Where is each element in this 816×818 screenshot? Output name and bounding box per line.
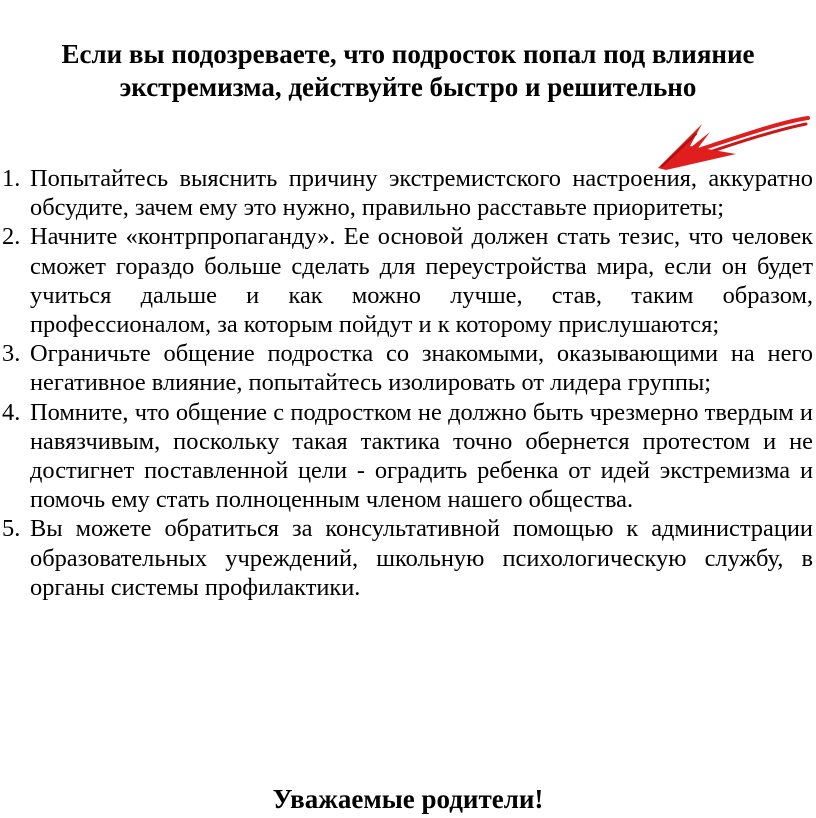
closing-heading: Уважаемые родители! — [272, 784, 544, 814]
page-title-line-2: экстремизма, действуйте быстро и решительно — [119, 72, 697, 102]
list-item — [0, 339, 816, 397]
list-item-number: 2. — [2, 223, 21, 251]
list-item — [0, 398, 816, 515]
list-item-text: Вы можете обратиться за консультативной помощью к администрации образовательных учреждений, школьную психологическую службу, в органы системы профилактики. — [30, 515, 813, 601]
recommendations-list — [0, 164, 816, 602]
list-item-text: Ограничьте общение подростка со знакомыми, оказывающими на него негативное влияние, попытайтесь изолировать от лидера группы; — [30, 340, 813, 397]
list-item — [0, 514, 816, 602]
page-title — [0, 38, 816, 104]
list-item — [0, 222, 816, 339]
list-item-number: 1. — [2, 165, 21, 192]
list-item-number: 4. — [2, 398, 21, 426]
list-item-text: Начните «контрпропаганду». Ее основой должен стать тезис, что человек сможет гораздо больше сделать для переустройства мира, если он будет учиться дальше и как можно лучше, став, таким образом, профессионалом, за которым пойдут и к которому прислушаются; — [30, 223, 813, 339]
page-title-line-1: Если вы подозреваете, что подросток попал под влияние — [61, 39, 755, 69]
list-item-number: 3. — [2, 340, 21, 368]
list-item — [0, 164, 816, 222]
list-item-text: Помните, что общение с подростком не должно быть чрезмерно твердым и навязчивым, поскольку такая тактика точно обернется протестом и не достигнет поставленной цели - оградить ребенка от идей экстремизма и помочь ему стать полноценным членом нашего общества. — [30, 398, 813, 514]
list-item-number: 5. — [2, 515, 21, 543]
list-item-text: Попытайтесь выяснить причину экстремистского настроения, аккуратно обсудите, зачем ему это нужно, правильно расставьте приоритеты; — [30, 165, 813, 222]
